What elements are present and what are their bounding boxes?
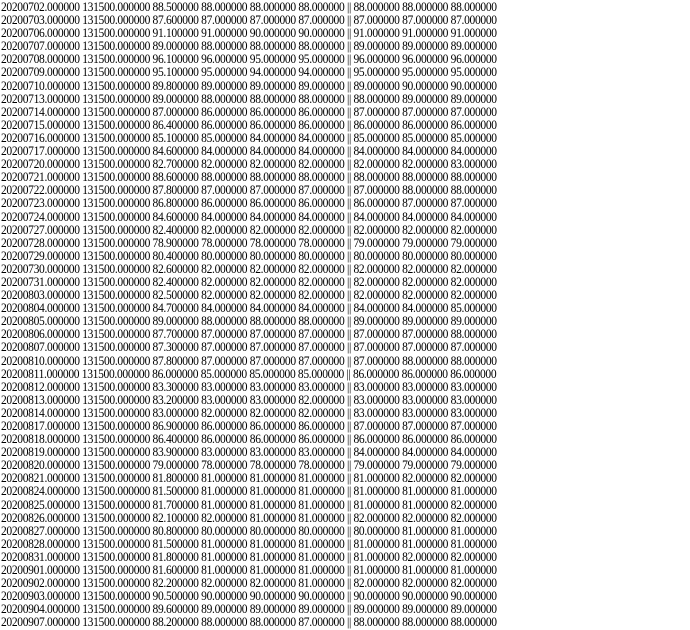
data-row: 20200713.000000 131500.000000 89.000000 88.000000 88.000000 88.000000 || 88.000000 89.000000 89.000000 (1, 91, 497, 106)
data-row: 20200818.000000 131500.000000 86.400000 86.000000 86.000000 86.000000 || 86.000000 86.000000 86.000000 (1, 432, 497, 447)
data-row: 20200828.000000 131500.000000 81.500000 81.000000 81.000000 81.000000 || 81.000000 81.000000 81.000000 (1, 536, 497, 551)
data-row: 20200703.000000 131500.000000 87.600000 87.000000 87.000000 87.000000 || 87.000000 87.000000 87.000000 (1, 13, 497, 28)
data-row: 20200707.000000 131500.000000 89.000000 88.000000 88.000000 88.000000 || 89.000000 89.000000 89.000000 (1, 39, 497, 54)
data-row: 20200803.000000 131500.000000 82.500000 82.000000 82.000000 82.000000 || 82.000000 82.000000 82.000000 (1, 288, 497, 303)
data-row: 20200907.000000 131500.000000 88.200000 88.000000 88.000000 87.000000 || 88.000000 88.000000 88.000000 (1, 615, 497, 630)
data-row: 20200728.000000 131500.000000 78.900000 78.000000 78.000000 78.000000 || 79.000000 79.000000 79.000000 (1, 235, 497, 250)
data-row: 20200720.000000 131500.000000 82.700000 82.000000 82.000000 82.000000 || 82.000000 82.000000 83.000000 (1, 157, 497, 172)
data-row: 20200716.000000 131500.000000 85.100000 85.000000 84.000000 84.000000 || 85.000000 85.000000 85.000000 (1, 130, 497, 145)
data-table (1, 1, 497, 630)
data-row: 20200824.000000 131500.000000 81.500000 81.000000 81.000000 81.000000 || 81.000000 81.000000 81.000000 (1, 484, 497, 499)
data-row: 20200715.000000 131500.000000 86.400000 86.000000 86.000000 86.000000 || 86.000000 86.000000 86.000000 (1, 117, 497, 132)
data-row: 20200903.000000 131500.000000 90.500000 90.000000 90.000000 90.000000 || 90.000000 90.000000 90.000000 (1, 589, 497, 604)
data-row: 20200724.000000 131500.000000 84.600000 84.000000 84.000000 84.000000 || 84.000000 84.000000 84.000000 (1, 209, 497, 224)
data-row: 20200820.000000 131500.000000 79.000000 78.000000 78.000000 78.000000 || 79.000000 79.000000 79.000000 (1, 458, 497, 473)
data-row: 20200804.000000 131500.000000 84.700000 84.000000 84.000000 84.000000 || 84.000000 84.000000 85.000000 (1, 301, 497, 316)
data-row: 20200825.000000 131500.000000 81.700000 81.000000 81.000000 81.000000 || 81.000000 81.000000 82.000000 (1, 497, 497, 512)
data-row: 20200813.000000 131500.000000 83.200000 83.000000 83.000000 82.000000 || 83.000000 83.000000 83.000000 (1, 392, 497, 407)
data-row: 20200722.000000 131500.000000 87.800000 87.000000 87.000000 87.000000 || 87.000000 88.000000 88.000000 (1, 183, 497, 198)
data-row: 20200817.000000 131500.000000 86.900000 86.000000 86.000000 86.000000 || 87.000000 87.000000 87.000000 (1, 419, 497, 433)
data-row: 20200709.000000 131500.000000 95.100000 95.000000 94.000000 94.000000 || 95.000000 95.000000 95.000000 (1, 65, 497, 80)
data-row: 20200811.000000 131500.000000 86.000000 85.000000 85.000000 85.000000 || 86.000000 86.000000 86.000000 (1, 366, 497, 381)
data-row: 20200831.000000 131500.000000 81.800000 81.000000 81.000000 81.000000 || 81.000000 82.000000 82.000000 (1, 549, 497, 564)
data-row: 20200902.000000 131500.000000 82.200000 82.000000 82.000000 81.000000 || 82.000000 82.000000 82.000000 (1, 576, 497, 591)
data-row: 20200710.000000 131500.000000 89.800000 89.000000 89.000000 89.000000 || 89.000000 90.000000 90.000000 (1, 78, 497, 93)
data-row: 20200708.000000 131500.000000 96.100000 96.000000 95.000000 95.000000 || 96.000000 96.000000 96.000000 (1, 52, 497, 67)
data-row: 20200807.000000 131500.000000 87.300000 87.000000 87.000000 87.000000 || 87.000000 87.000000 87.000000 (1, 340, 497, 355)
data-row: 20200717.000000 131500.000000 84.600000 84.000000 84.000000 84.000000 || 84.000000 84.000000 84.000000 (1, 144, 497, 159)
data-row: 20200810.000000 131500.000000 87.800000 87.000000 87.000000 87.000000 || 87.000000 88.000000 88.000000 (1, 353, 497, 368)
data-row: 20200806.000000 131500.000000 87.700000 87.000000 87.000000 87.000000 || 87.000000 87.000000 88.000000 (1, 327, 497, 342)
data-row: 20200723.000000 131500.000000 86.800000 86.000000 86.000000 86.000000 || 86.000000 87.000000 87.000000 (1, 196, 497, 211)
data-row: 20200812.000000 131500.000000 83.300000 83.000000 83.000000 83.000000 || 83.000000 83.000000 83.000000 (1, 379, 497, 394)
data-row: 20200827.000000 131500.000000 80.800000 80.000000 80.000000 80.000000 || 80.000000 81.000000 81.000000 (1, 523, 497, 538)
data-row: 20200706.000000 131500.000000 91.100000 91.000000 90.000000 90.000000 || 91.000000 91.000000 91.000000 (1, 26, 497, 41)
data-row: 20200901.000000 131500.000000 81.600000 81.000000 81.000000 81.000000 || 81.000000 81.000000 81.000000 (1, 563, 497, 578)
data-row: 20200814.000000 131500.000000 83.000000 82.000000 82.000000 82.000000 || 83.000000 83.000000 83.000000 (1, 405, 497, 420)
data-row: 20200731.000000 131500.000000 82.400000 82.000000 82.000000 82.000000 || 82.000000 82.000000 82.000000 (1, 274, 497, 289)
data-row: 20200826.000000 131500.000000 82.100000 82.000000 81.000000 81.000000 || 82.000000 82.000000 82.000000 (1, 510, 497, 525)
data-row: 20200730.000000 131500.000000 82.600000 82.000000 82.000000 82.000000 || 82.000000 82.000000 82.000000 (1, 261, 497, 276)
data-row: 20200721.000000 131500.000000 88.600000 88.000000 88.000000 88.000000 || 88.000000 88.000000 88.000000 (1, 170, 497, 185)
data-row: 20200904.000000 131500.000000 89.600000 89.000000 89.000000 89.000000 || 89.000000 89.000000 89.000000 (1, 602, 497, 617)
data-row: 20200727.000000 131500.000000 82.400000 82.000000 82.000000 82.000000 || 82.000000 82.000000 82.000000 (1, 222, 497, 237)
data-row: 20200805.000000 131500.000000 89.000000 88.000000 88.000000 88.000000 || 89.000000 89.000000 89.000000 (1, 314, 497, 329)
data-row: 20200702.000000 131500.000000 88.500000 88.000000 88.000000 88.000000 || 88.000000 88.000000 88.000000 (1, 0, 497, 14)
data-row: 20200819.000000 131500.000000 83.900000 83.000000 83.000000 83.000000 || 84.000000 84.000000 84.000000 (1, 445, 497, 460)
data-row: 20200821.000000 131500.000000 81.800000 81.000000 81.000000 81.000000 || 81.000000 82.000000 82.000000 (1, 471, 497, 486)
data-row: 20200729.000000 131500.000000 80.400000 80.000000 80.000000 80.000000 || 80.000000 80.000000 80.000000 (1, 248, 497, 263)
data-row: 20200714.000000 131500.000000 87.000000 86.000000 86.000000 86.000000 || 87.000000 87.000000 87.000000 (1, 104, 497, 119)
